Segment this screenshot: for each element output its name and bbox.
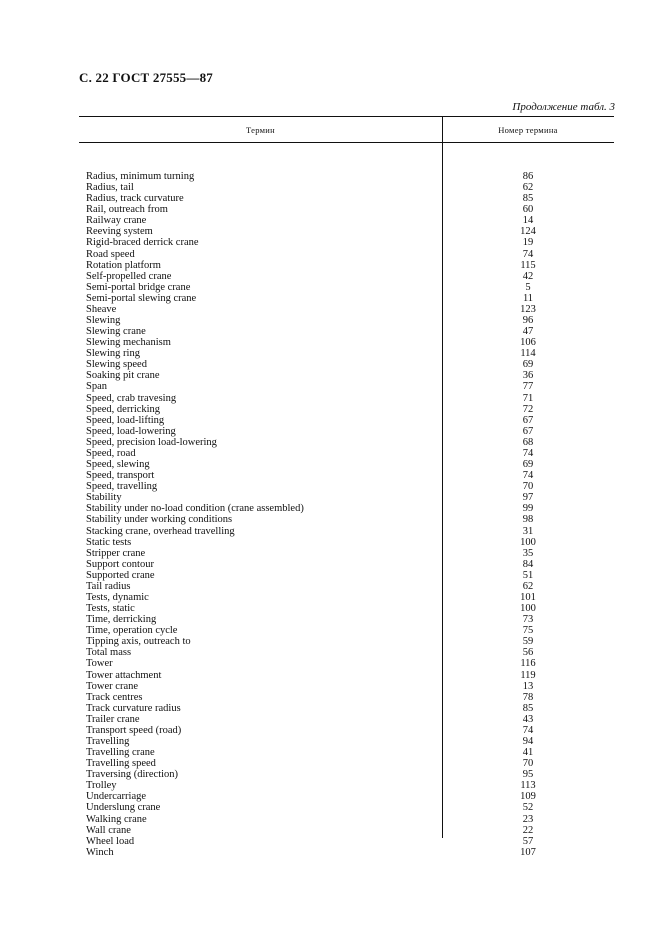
term-cell: Track centres bbox=[86, 691, 143, 703]
table-row bbox=[79, 226, 614, 237]
term-cell: Slewing bbox=[86, 315, 121, 327]
term-cell: Speed, slewing bbox=[86, 459, 150, 471]
table-row bbox=[79, 404, 614, 415]
term-cell: Speed, travelling bbox=[86, 481, 158, 493]
term-number-cell: 41 bbox=[522, 747, 534, 759]
term-cell: Transport speed (road) bbox=[86, 724, 182, 736]
table-row bbox=[79, 703, 614, 714]
term-number-cell: 69 bbox=[522, 359, 534, 371]
term-cell: Semi-portal slewing crane bbox=[86, 292, 197, 304]
term-cell: Self-propelled crane bbox=[86, 270, 172, 282]
term-number-cell: 11 bbox=[522, 292, 534, 304]
table-row bbox=[79, 304, 614, 315]
term-cell: Road speed bbox=[86, 248, 135, 260]
term-number-cell: 59 bbox=[522, 636, 534, 648]
table-row bbox=[79, 193, 614, 204]
term-number-cell: 78 bbox=[522, 691, 534, 703]
table-row bbox=[79, 282, 614, 293]
table-row bbox=[79, 647, 614, 658]
term-cell: Tipping axis, outreach to bbox=[86, 636, 191, 648]
term-cell: Wheel load bbox=[86, 835, 135, 847]
term-number-cell: 116 bbox=[520, 658, 536, 670]
term-cell: Speed, load-lowering bbox=[86, 425, 176, 437]
term-cell: Stacking crane, overhead travelling bbox=[86, 525, 235, 537]
term-number-cell: 19 bbox=[522, 237, 534, 249]
term-number-cell: 13 bbox=[522, 680, 534, 692]
table-row bbox=[79, 381, 614, 392]
table-row bbox=[79, 736, 614, 747]
term-cell: Reeving system bbox=[86, 226, 153, 238]
page-header: С. 22 ГОСТ 27555—87 bbox=[79, 70, 213, 85]
term-number-cell: 114 bbox=[520, 348, 536, 360]
table-row bbox=[79, 769, 614, 780]
term-number-cell: 71 bbox=[522, 392, 534, 404]
term-number-cell: 124 bbox=[520, 226, 536, 238]
term-cell: Tower bbox=[86, 658, 113, 670]
table-row bbox=[79, 825, 614, 836]
table-row bbox=[79, 537, 614, 548]
term-number-cell: 68 bbox=[522, 436, 534, 448]
term-number-cell: 62 bbox=[522, 580, 534, 592]
term-number-cell: 36 bbox=[522, 370, 534, 382]
term-cell: Rail, outreach from bbox=[86, 204, 168, 216]
term-cell: Travelling bbox=[86, 735, 130, 747]
term-number-cell: 70 bbox=[522, 481, 534, 493]
table-row bbox=[79, 670, 614, 681]
term-cell: Tests, dynamic bbox=[86, 591, 149, 603]
table-row bbox=[79, 570, 614, 581]
term-cell: Speed, road bbox=[86, 447, 136, 459]
table-header-row bbox=[79, 116, 614, 143]
term-cell: Time, operation cycle bbox=[86, 625, 178, 637]
table-row bbox=[79, 293, 614, 304]
column-divider bbox=[442, 116, 443, 838]
table-row bbox=[79, 625, 614, 636]
term-number-cell: 22 bbox=[522, 824, 534, 836]
table-row bbox=[79, 204, 614, 215]
term-number-cell: 86 bbox=[522, 171, 534, 182]
term-number-cell: 23 bbox=[522, 813, 534, 825]
term-number-cell: 115 bbox=[520, 259, 536, 271]
term-cell: Winch bbox=[86, 846, 114, 858]
table-row bbox=[79, 315, 614, 326]
table-row bbox=[79, 714, 614, 725]
term-cell: Trailer crane bbox=[86, 713, 140, 725]
term-number-cell: 100 bbox=[520, 536, 536, 548]
term-cell: Radius, minimum turning bbox=[86, 171, 195, 182]
table-row bbox=[79, 802, 614, 813]
column-header-number: Номер термина bbox=[498, 124, 558, 135]
table-row bbox=[79, 271, 614, 282]
table-row bbox=[79, 836, 614, 847]
table-row bbox=[79, 636, 614, 647]
term-number-cell: 97 bbox=[522, 492, 534, 504]
term-number-cell: 62 bbox=[522, 182, 534, 194]
table-row bbox=[79, 249, 614, 260]
term-cell: Undercarriage bbox=[86, 791, 147, 803]
term-cell: Span bbox=[86, 381, 107, 393]
table-row bbox=[79, 182, 614, 193]
term-cell: Tower crane bbox=[86, 680, 139, 692]
table-row bbox=[79, 514, 614, 525]
table-row bbox=[79, 614, 614, 625]
term-cell: Semi-portal bridge crane bbox=[86, 281, 191, 293]
term-cell: Speed, precision load-lowering bbox=[86, 436, 217, 448]
table-row bbox=[79, 581, 614, 592]
term-number-cell: 85 bbox=[522, 702, 534, 714]
term-number-cell: 5 bbox=[525, 281, 531, 293]
term-number-cell: 100 bbox=[520, 603, 536, 615]
term-number-cell: 72 bbox=[522, 403, 534, 415]
term-cell: Trolley bbox=[86, 780, 117, 792]
term-cell: Stability under no-load condition (crane assembled) bbox=[86, 503, 304, 515]
term-number-cell: 109 bbox=[520, 791, 536, 803]
term-cell: Travelling crane bbox=[86, 747, 155, 759]
term-number-cell: 95 bbox=[522, 769, 534, 781]
term-number-cell: 101 bbox=[520, 591, 536, 603]
term-cell: Speed, derricking bbox=[86, 403, 161, 415]
term-number-cell: 113 bbox=[520, 780, 536, 792]
term-cell: Tower attachment bbox=[86, 669, 162, 681]
term-number-cell: 123 bbox=[520, 303, 536, 315]
table-row bbox=[79, 426, 614, 437]
table-row bbox=[79, 171, 614, 182]
term-number-cell: 74 bbox=[522, 447, 534, 459]
term-cell: Slewing crane bbox=[86, 326, 146, 338]
term-cell: Wall crane bbox=[86, 824, 131, 836]
table-row bbox=[79, 692, 614, 703]
term-cell: Static tests bbox=[86, 536, 132, 548]
table-row bbox=[79, 415, 614, 426]
table-row bbox=[79, 548, 614, 559]
term-number-cell: 60 bbox=[522, 204, 534, 216]
term-number-cell: 57 bbox=[522, 835, 534, 847]
table-row bbox=[79, 326, 614, 337]
term-cell: Track curvature radius bbox=[86, 702, 181, 714]
term-number-cell: 106 bbox=[520, 337, 536, 349]
term-cell: Slewing speed bbox=[86, 359, 147, 371]
term-number-cell: 107 bbox=[520, 846, 536, 858]
term-cell: Sheave bbox=[86, 303, 117, 315]
term-number-cell: 98 bbox=[522, 514, 534, 526]
term-number-cell: 43 bbox=[522, 713, 534, 725]
table-row bbox=[79, 526, 614, 537]
term-cell: Railway crane bbox=[86, 215, 147, 227]
term-number-cell: 14 bbox=[522, 215, 534, 227]
term-number-cell: 74 bbox=[522, 724, 534, 736]
term-number-cell: 77 bbox=[522, 381, 534, 393]
term-cell: Travelling speed bbox=[86, 758, 156, 770]
term-cell: Speed, load-lifting bbox=[86, 414, 165, 426]
term-number-cell: 74 bbox=[522, 248, 534, 260]
term-number-cell: 85 bbox=[522, 193, 534, 205]
term-number-cell: 52 bbox=[522, 802, 534, 814]
term-cell: Stability under working conditions bbox=[86, 514, 233, 526]
term-cell: Support contour bbox=[86, 558, 154, 570]
table-row bbox=[79, 681, 614, 692]
term-number-cell: 31 bbox=[522, 525, 534, 537]
term-cell: Underslung crane bbox=[86, 802, 161, 814]
table-row bbox=[79, 747, 614, 758]
table-row bbox=[79, 348, 614, 359]
table-continuation-note: Продолжение табл. 3 bbox=[512, 101, 615, 113]
term-cell: Tests, static bbox=[86, 603, 135, 615]
term-number-cell: 47 bbox=[522, 326, 534, 338]
table-row bbox=[79, 470, 614, 481]
term-cell: Speed, transport bbox=[86, 470, 155, 482]
term-number-cell: 119 bbox=[520, 669, 536, 681]
table-row bbox=[79, 814, 614, 825]
term-number-cell: 67 bbox=[522, 425, 534, 437]
terms-table bbox=[79, 116, 614, 858]
table-row bbox=[79, 847, 614, 858]
term-cell: Soaking pit crane bbox=[86, 370, 160, 382]
column-header-term: Термин bbox=[245, 124, 276, 135]
table-row bbox=[79, 592, 614, 603]
term-number-cell: 73 bbox=[522, 614, 534, 626]
table-row bbox=[79, 658, 614, 669]
term-number-cell: 96 bbox=[522, 315, 534, 327]
term-cell: Speed, crab travesing bbox=[86, 392, 177, 404]
term-cell: Slewing ring bbox=[86, 348, 140, 360]
term-number-cell: 75 bbox=[522, 625, 534, 637]
table-row bbox=[79, 337, 614, 348]
table-row bbox=[79, 559, 614, 570]
table-row bbox=[79, 481, 614, 492]
term-number-cell: 74 bbox=[522, 470, 534, 482]
table-row bbox=[79, 237, 614, 248]
term-number-cell: 99 bbox=[522, 503, 534, 515]
table-row bbox=[79, 603, 614, 614]
term-cell: Total mass bbox=[86, 647, 132, 659]
term-number-cell: 84 bbox=[522, 558, 534, 570]
term-cell: Radius, track curvature bbox=[86, 193, 184, 205]
table-row bbox=[79, 393, 614, 404]
term-number-cell: 94 bbox=[522, 735, 534, 747]
term-cell: Time, derricking bbox=[86, 614, 157, 626]
table-row bbox=[79, 260, 614, 271]
term-cell: Rotation platform bbox=[86, 259, 161, 271]
term-number-cell: 42 bbox=[522, 270, 534, 282]
term-number-cell: 56 bbox=[522, 647, 534, 659]
term-cell: Traversing (direction) bbox=[86, 769, 179, 781]
table-row bbox=[79, 503, 614, 514]
table-row bbox=[79, 492, 614, 503]
table-row bbox=[79, 791, 614, 802]
table-row bbox=[79, 448, 614, 459]
term-number-cell: 70 bbox=[522, 758, 534, 770]
term-cell: Tail radius bbox=[86, 580, 131, 592]
table-row bbox=[79, 215, 614, 226]
term-cell: Radius, tail bbox=[86, 182, 134, 194]
term-cell: Stripper crane bbox=[86, 547, 146, 559]
table-row bbox=[79, 758, 614, 769]
table-row bbox=[79, 437, 614, 448]
table-row bbox=[79, 359, 614, 370]
term-cell: Slewing mechanism bbox=[86, 337, 171, 349]
table-row bbox=[79, 370, 614, 381]
table-row bbox=[79, 780, 614, 791]
table-row bbox=[79, 459, 614, 470]
term-number-cell: 69 bbox=[522, 459, 534, 471]
term-number-cell: 51 bbox=[522, 569, 534, 581]
table-row bbox=[79, 725, 614, 736]
term-number-cell: 35 bbox=[522, 547, 534, 559]
table-body bbox=[79, 143, 614, 858]
term-cell: Supported crane bbox=[86, 569, 155, 581]
term-number-cell: 67 bbox=[522, 414, 534, 426]
term-cell: Stability bbox=[86, 492, 122, 504]
term-cell: Walking crane bbox=[86, 813, 147, 825]
term-cell: Rigid-braced derrick crane bbox=[86, 237, 199, 249]
